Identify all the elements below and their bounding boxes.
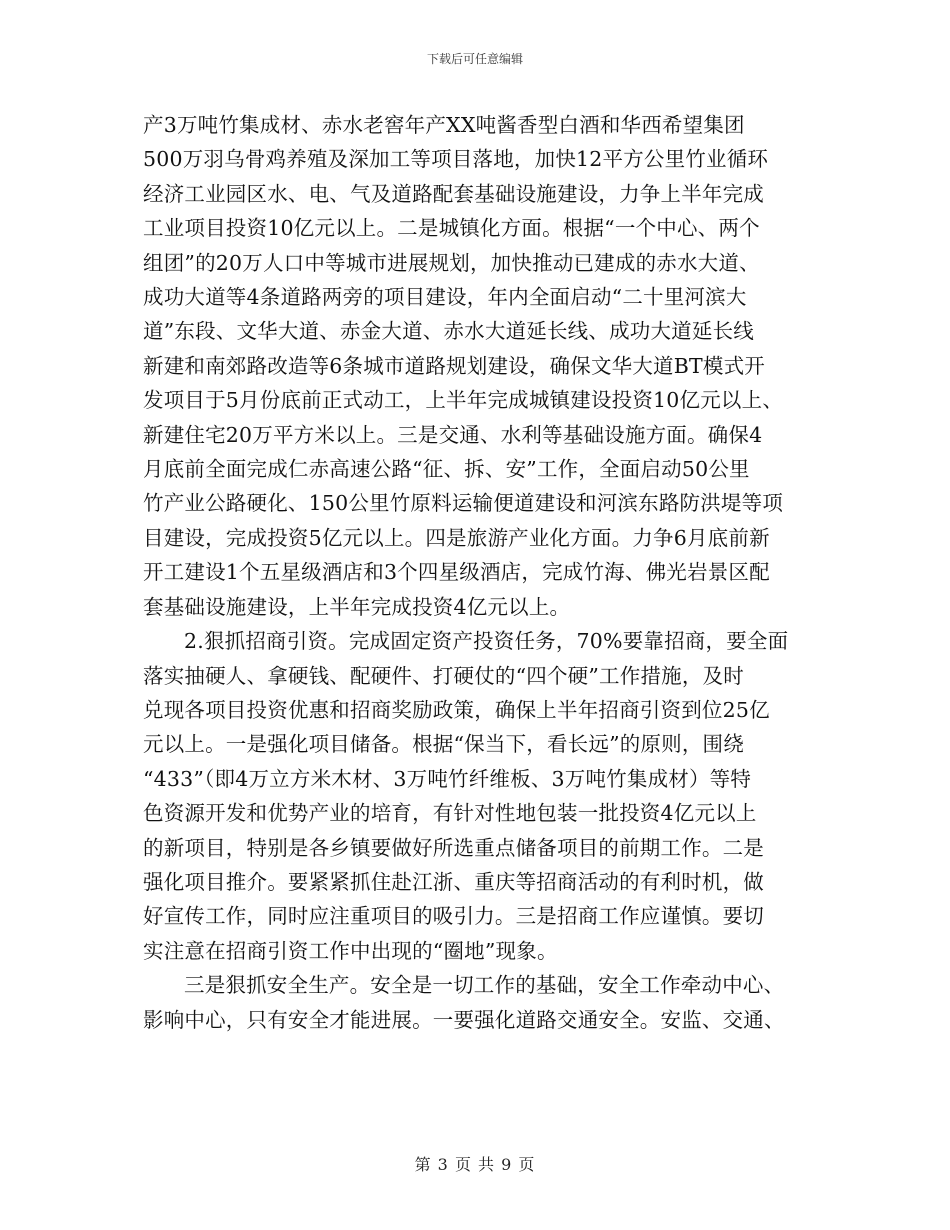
text-line: 的新项目，特别是各乡镇要做好所选重点储备项目的前期工作。二是 — [143, 835, 764, 860]
text-line: 工业项目投资10亿元以上。二是城镇化方面。根据“一个中心、两个 — [143, 216, 760, 241]
text-line: 发项目于5月份底前正式动工，上半年完成城镇建设投资10亿元以上、 — [143, 388, 784, 413]
text-line: 开工建设1个五星级酒店和3个四星级酒店，完成竹海、佛光岩景区配 — [143, 560, 770, 585]
text-line: 月底前全面完成仁赤高速公路“征、拆、安”工作，全面启动50公里 — [143, 457, 750, 482]
text-line: “433”（即4万立方米木材、3万吨竹纤维板、3万吨竹集成材）等特 — [143, 766, 752, 791]
page-header: 下载后可任意编辑 — [426, 52, 523, 66]
text-line: 影响中心，只有安全才能进展。一要强化道路交通安全。安监、交通、 — [143, 1007, 785, 1032]
text-line: 元以上。一是强化项目储备。根据“保当下，看长远”的原则，围绕 — [143, 732, 744, 757]
text-line: 落实抽硬人、拿硬钱、配硬件、打硬仗的“四个硬”工作措施，及时 — [143, 663, 744, 688]
text-line: 实注意在招商引资工作中出现的“圈地”现象。 — [143, 938, 558, 963]
page-footer: 第 3 页 共 9 页 — [414, 1155, 536, 1174]
text-line: 组团”的20万人口中等城市进展规划，加快推动已建成的赤水大道、 — [143, 250, 760, 275]
text-line: 经济工业园区水、电、气及道路配套基础设施建设，力争上半年完成 — [143, 181, 764, 206]
text-line: 500万羽乌骨鸡养殖及深加工等项目落地，加快12平方公里竹业循环 — [143, 147, 769, 172]
text-line: 目建设，完成投资5亿元以上。四是旅游产业化方面。力争6月底前新 — [143, 525, 770, 550]
text-line: 道”东段、文华大道、赤金大道、赤水大道延长线、成功大道延长线 — [143, 319, 754, 344]
text-line: 好宣传工作，同时应注重项目的吸引力。三是招商工作应谨慎。要切 — [143, 904, 764, 929]
text-line: 竹产业公路硬化、150公里竹原料运输便道建设和河滨东路防洪堤等项 — [143, 491, 784, 516]
text-line: 产3万吨竹集成材、赤水老窖年产XX吨酱香型白酒和华西希望集团 — [143, 113, 745, 137]
text-line: 兑现各项目投资优惠和招商奖励政策，确保上半年招商引资到位25亿 — [143, 697, 770, 722]
paragraph-start-line: 2.狠抓招商引资。完成固定资产投资任务，70%要靠招商，要全面 — [184, 629, 789, 654]
paragraph-start-line: 三是狠抓安全生产。安全是一切工作的基础，安全工作牵动中心、 — [184, 973, 785, 998]
document-body — [143, 108, 813, 1037]
text-line: 成功大道等4条道路两旁的项目建设，年内全面启动“二十里河滨大 — [143, 285, 747, 310]
text-line: 强化项目推介。要紧紧抓住赴江浙、重庆等招商活动的有利时机，做 — [143, 869, 764, 894]
text-line: 色资源开发和优势产业的培育，有针对性地包装一批投资4亿元以上 — [143, 801, 757, 826]
text-line: 套基础设施建设，上半年完成投资4亿元以上。 — [143, 594, 571, 619]
text-line: 新建和南郊路改造等6条城市道路规划建设，确保文华大道BT模式开 — [143, 353, 765, 378]
text-line: 新建住宅20万平方米以上。三是交通、水利等基础设施方面。确保4 — [143, 422, 763, 447]
